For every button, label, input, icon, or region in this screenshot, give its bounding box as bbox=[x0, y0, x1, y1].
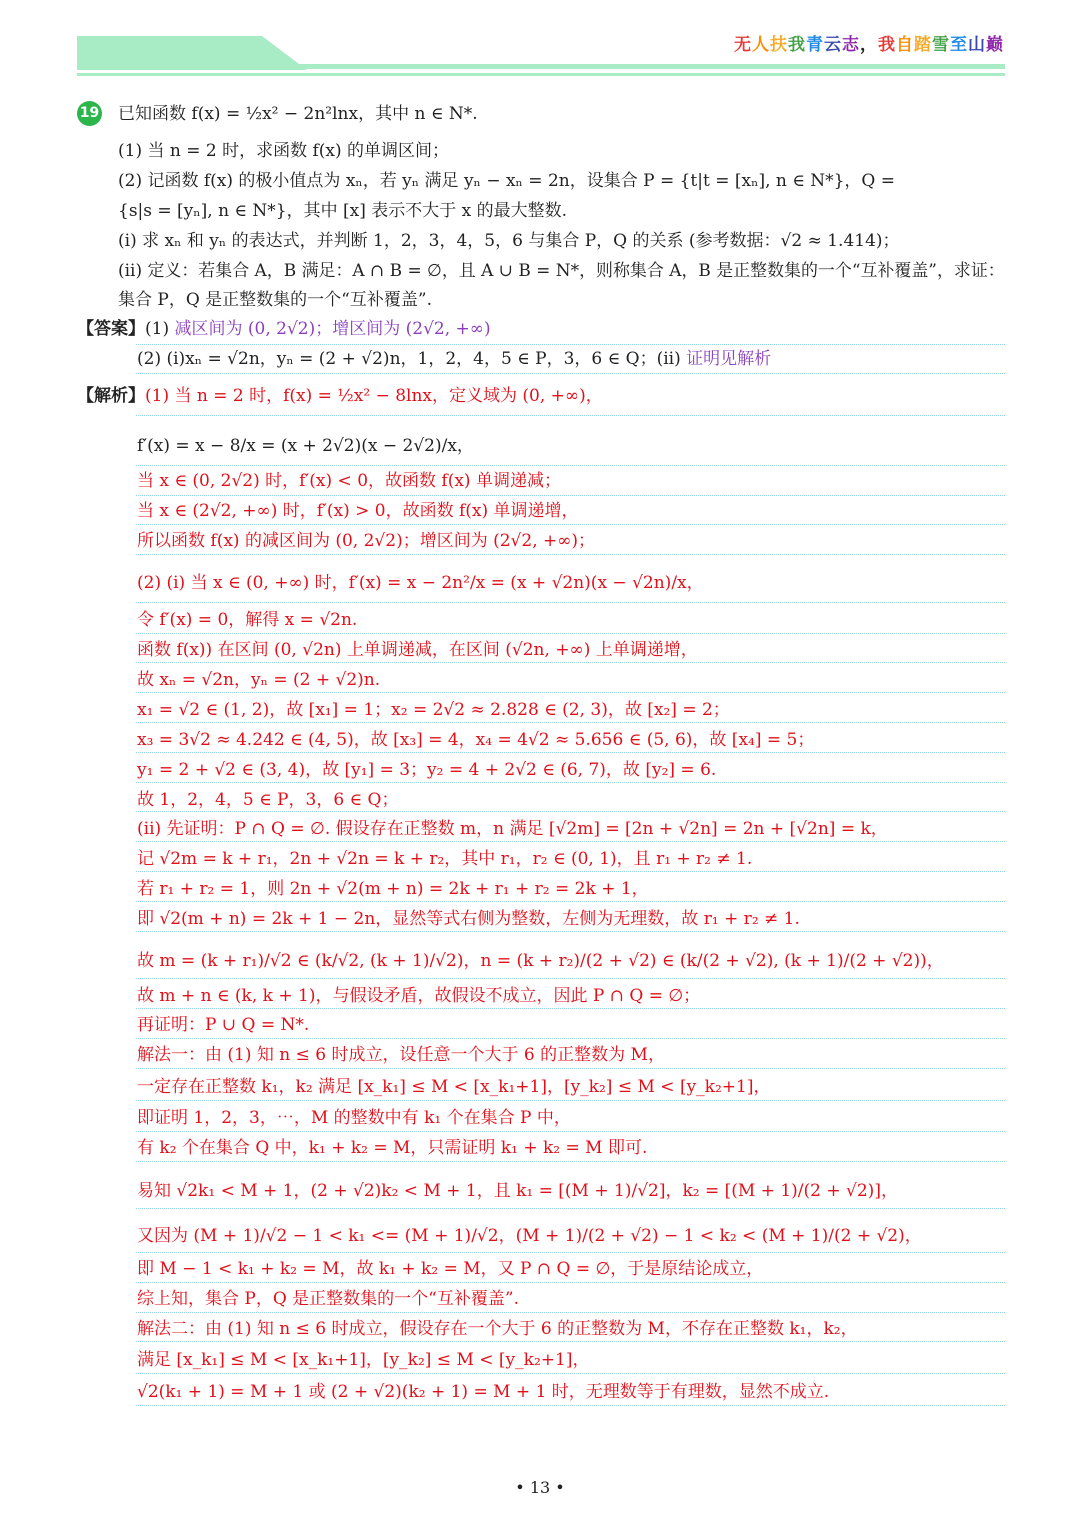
solution-line-9: x₁ = √2 ∈ (1, 2)，故 [x₁] = 1；x₂ = 2√2 ≈ 2.828 ∈ (2, 3)，故 [x₂] = 2； bbox=[137, 700, 730, 720]
solution-line-1: f′(x) = x − 8/x = (x + 2√2)(x − 2√2)/x， bbox=[137, 436, 474, 456]
solution-text: (1) 当 n = 2 时，f(x) = ½x² − 8lnx，定义域为 (0, +∞)， bbox=[145, 386, 603, 406]
answer-part-1-prefix: (1) bbox=[145, 319, 175, 339]
question-number-badge: 19 bbox=[77, 101, 102, 126]
dotted-rule bbox=[136, 841, 1005, 842]
motto-char: 我 bbox=[878, 35, 896, 55]
dotted-rule bbox=[136, 373, 1005, 374]
dotted-rule bbox=[136, 554, 1005, 555]
dotted-rule bbox=[136, 722, 1005, 723]
question-part-2-cont: {s|s = [yₙ], n ∈ N*}，其中 [x] 表示不大于 x 的最大整数. bbox=[118, 201, 568, 221]
dotted-rule bbox=[136, 1373, 1005, 1374]
dotted-rule bbox=[136, 1282, 1005, 1283]
motto-char: ， bbox=[860, 35, 878, 55]
dotted-rule bbox=[136, 692, 1005, 693]
dotted-rule bbox=[136, 1341, 1005, 1342]
dotted-rule bbox=[136, 1068, 1005, 1069]
question-stem: 已知函数 f(x) = ½x² − 2n²lnx，其中 n ∈ N*. bbox=[118, 104, 478, 124]
dotted-rule bbox=[136, 465, 1005, 466]
motto-char: 青 bbox=[806, 35, 824, 55]
dotted-rule bbox=[136, 811, 1005, 812]
solution-line-21: 一定存在正整数 k₁，k₂ 满足 [x_k₁] ≤ M < [x_k₁+1]，[y_k₂] ≤ M < [y_k₂+1]， bbox=[137, 1077, 771, 1097]
solution-line-15: 若 r₁ + r₂ = 1，则 2n + √2(m + n) = 2k + r₁ + r₂ = 2k + 1， bbox=[137, 879, 649, 899]
answer-part-2: (2) (i)xₙ = √2n，yₙ = (2 + √2)n，1，2，4，5 ∈ P，3，6 ∈ Q；(ii) bbox=[137, 349, 687, 369]
solution-line-14: 记 √2m = k + r₁，2n + √2n = k + r₂，其中 r₁，r₂ ∈ (0, 1)，且 r₁ + r₂ ≠ 1. bbox=[137, 849, 753, 869]
question-part-2-i: (i) 求 xₙ 和 yₙ 的表达式，并判断 1，2，3，4，5，6 与集合 P，Q 的关系 (参考数据：√2 ≈ 1.414)； bbox=[118, 231, 900, 251]
solution-line-18: 故 m + n ∈ (k, k + 1)，与假设矛盾，故假设不成立，因此 P ∩ Q = ∅； bbox=[137, 986, 701, 1006]
dotted-rule bbox=[136, 1131, 1005, 1132]
page-number: • 13 • bbox=[515, 1478, 565, 1497]
motto-char: 巅 bbox=[986, 35, 1004, 55]
dotted-rule bbox=[136, 633, 1005, 634]
question-part-1: (1) 当 n = 2 时，求函数 f(x) 的单调区间； bbox=[118, 141, 450, 161]
question-part-2: (2) 记函数 f(x) 的极小值点为 xₙ，若 yₙ 满足 yₙ − xₙ = 2n，设集合 P = {t|t = [xₙ], n ∈ N*}，Q = bbox=[118, 171, 896, 191]
answer-proof-note: 证明见解析 bbox=[686, 349, 772, 369]
dotted-rule bbox=[136, 1038, 1005, 1039]
dotted-rule bbox=[136, 415, 1005, 416]
solution-line-10: x₃ = 3√2 ≈ 4.242 ∈ (4, 5)，故 [x₃] = 4，x₄ = 4√2 ≈ 5.656 ∈ (5, 6)，故 [x₄] = 5； bbox=[137, 730, 815, 750]
dotted-rule bbox=[136, 752, 1005, 753]
dotted-rule bbox=[136, 871, 1005, 872]
solution-line-0 bbox=[77, 385, 603, 407]
dotted-rule bbox=[136, 901, 1005, 902]
dotted-rule bbox=[136, 662, 1005, 663]
solution-line-16: 即 √2(m + n) = 2k + 1 − 2n，显然等式右侧为整数，左侧为无理数，故 r₁ + r₂ ≠ 1. bbox=[137, 909, 800, 929]
question-part-2-ii: (ii) 定义：若集合 A，B 满足：A ∩ B = ∅，且 A ∪ B = N*，则称集合 A，B 是正整数集的一个“互补覆盖”，求证： bbox=[118, 261, 1005, 281]
motto-char: 我 bbox=[788, 35, 806, 55]
answer-part-1: 减区间为 (0, 2√2)；增区间为 (2√2, +∞) bbox=[174, 319, 491, 339]
solution-line-5: (2) (i) 当 x ∈ (0, +∞) 时，f′(x) = x − 2n²/x = (x + √2n)(x − √2n)/x， bbox=[137, 573, 704, 593]
motto-char: 雪 bbox=[932, 35, 950, 55]
solution-line-11: y₁ = 2 + √2 ∈ (3, 4)，故 [y₁] = 3；y₂ = 4 + 2√2 ∈ (6, 7)，故 [y₂] = 6. bbox=[137, 760, 717, 780]
dotted-rule bbox=[136, 782, 1005, 783]
solution-line-12: 故 1，2，4，5 ∈ P，3，6 ∈ Q； bbox=[137, 790, 399, 810]
answer-line-2 bbox=[137, 348, 771, 370]
dotted-rule bbox=[136, 602, 1005, 603]
solution-line-3: 当 x ∈ (2√2, +∞) 时，f′(x) > 0，故函数 f(x) 单调递增， bbox=[137, 501, 579, 521]
motto-char: 至 bbox=[950, 35, 968, 55]
answer-line-1 bbox=[77, 318, 491, 340]
dotted-rule bbox=[136, 1312, 1005, 1313]
solution-line-24: 易知 √2k₁ < M + 1，(2 + √2)k₂ < M + 1，且 k₁ = [(M + 1)/√2]，k₂ = [(M + 1)/(2 + √2)]， bbox=[137, 1181, 898, 1201]
solution-line-30: √2(k₁ + 1) = M + 1 或 (2 + √2)(k₂ + 1) = M + 1 时，无理数等于有理数，显然不成立. bbox=[137, 1382, 830, 1402]
dotted-rule bbox=[136, 931, 1005, 932]
question-part-2-ii-cont: 集合 P，Q 是正整数集的一个“互补覆盖”. bbox=[118, 290, 432, 310]
solution-line-8: 故 xₙ = √2n，yₙ = (2 + √2)n. bbox=[137, 670, 381, 690]
dotted-rule bbox=[136, 978, 1005, 979]
solution-line-17: 故 m = (k + r₁)/√2 ∈ (k/√2, (k + 1)/√2)，n = (k + r₂)/(2 + √2) ∈ (k/(2 + √2), (k + 1)/(2 + √2))， bbox=[137, 951, 944, 971]
dotted-rule bbox=[136, 1100, 1005, 1101]
dotted-rule bbox=[136, 1208, 1005, 1209]
motto-char: 扶 bbox=[770, 35, 788, 55]
motto-char: 云 bbox=[824, 35, 842, 55]
solution-line-2: 当 x ∈ (0, 2√2) 时，f′(x) < 0，故函数 f(x) 单调递减； bbox=[137, 471, 561, 491]
dotted-rule bbox=[136, 1252, 1005, 1253]
dotted-rule bbox=[136, 524, 1005, 525]
solution-line-23: 有 k₂ 个在集合 Q 中，k₁ + k₂ = M，只需证明 k₁ + k₂ = M 即可. bbox=[137, 1138, 648, 1158]
motto-char: 山 bbox=[968, 35, 986, 55]
solution-label: 【解析】 bbox=[77, 386, 145, 406]
solution-line-7: 函数 f(x)) 在区间 (0, √2n) 上单调递减，在区间 (√2n, +∞) 上单调递增， bbox=[137, 640, 698, 660]
header-rule-thin bbox=[77, 73, 1005, 76]
answer-label: 【答案】 bbox=[77, 319, 145, 339]
solution-line-13: (ii) 先证明：P ∩ Q = ∅. 假设存在正整数 m，n 满足 [√2m] = [2n + √2n] = 2n + [√2n] = k， bbox=[137, 819, 888, 839]
header-motto bbox=[734, 30, 1004, 55]
header-rule bbox=[77, 64, 1005, 69]
dotted-rule bbox=[136, 1008, 1005, 1009]
solution-line-28: 解法二：由 (1) 知 n ≤ 6 时成立，假设存在一个大于 6 的正整数为 M，不存在正整数 k₁，k₂， bbox=[137, 1319, 858, 1339]
solution-line-22: 即证明 1，2，3，⋯，M 的整数中有 k₁ 个在集合 P 中， bbox=[137, 1108, 571, 1128]
motto-char: 无 bbox=[734, 35, 752, 55]
motto-char: 人 bbox=[752, 35, 770, 55]
solution-line-4: 所以函数 f(x) 的减区间为 (0, 2√2)；增区间为 (2√2, +∞)； bbox=[137, 531, 596, 551]
solution-line-27: 综上知，集合 P，Q 是正整数集的一个“互补覆盖”. bbox=[137, 1289, 519, 1309]
motto-char: 自 bbox=[896, 35, 914, 55]
solution-line-20: 解法一：由 (1) 知 n ≤ 6 时成立，设任意一个大于 6 的正整数为 M， bbox=[137, 1045, 665, 1065]
dotted-rule bbox=[136, 495, 1005, 496]
dotted-rule bbox=[136, 1161, 1005, 1162]
dotted-rule bbox=[136, 344, 1005, 345]
motto-char: 踏 bbox=[914, 35, 932, 55]
motto-char: 志 bbox=[842, 35, 860, 55]
dotted-rule bbox=[136, 1405, 1005, 1406]
solution-line-29: 满足 [x_k₁] ≤ M < [x_k₁+1]，[y_k₂] ≤ M < [y_k₂+1]， bbox=[137, 1350, 590, 1370]
solution-line-26: 即 M − 1 < k₁ + k₂ = M，故 k₁ + k₂ = M，又 P ∩ Q = ∅，于是原结论成立， bbox=[137, 1259, 764, 1279]
solution-line-6: 令 f′(x) = 0，解得 x = √2n. bbox=[137, 610, 358, 630]
solution-line-19: 再证明：P ∪ Q = N*. bbox=[137, 1015, 310, 1035]
solution-line-25: 又因为 (M + 1)/√2 − 1 < k₁ <= (M + 1)/√2，(M + 1)/(2 + √2) − 1 < k₂ < (M + 1)/(2 + √2)， bbox=[137, 1226, 922, 1246]
